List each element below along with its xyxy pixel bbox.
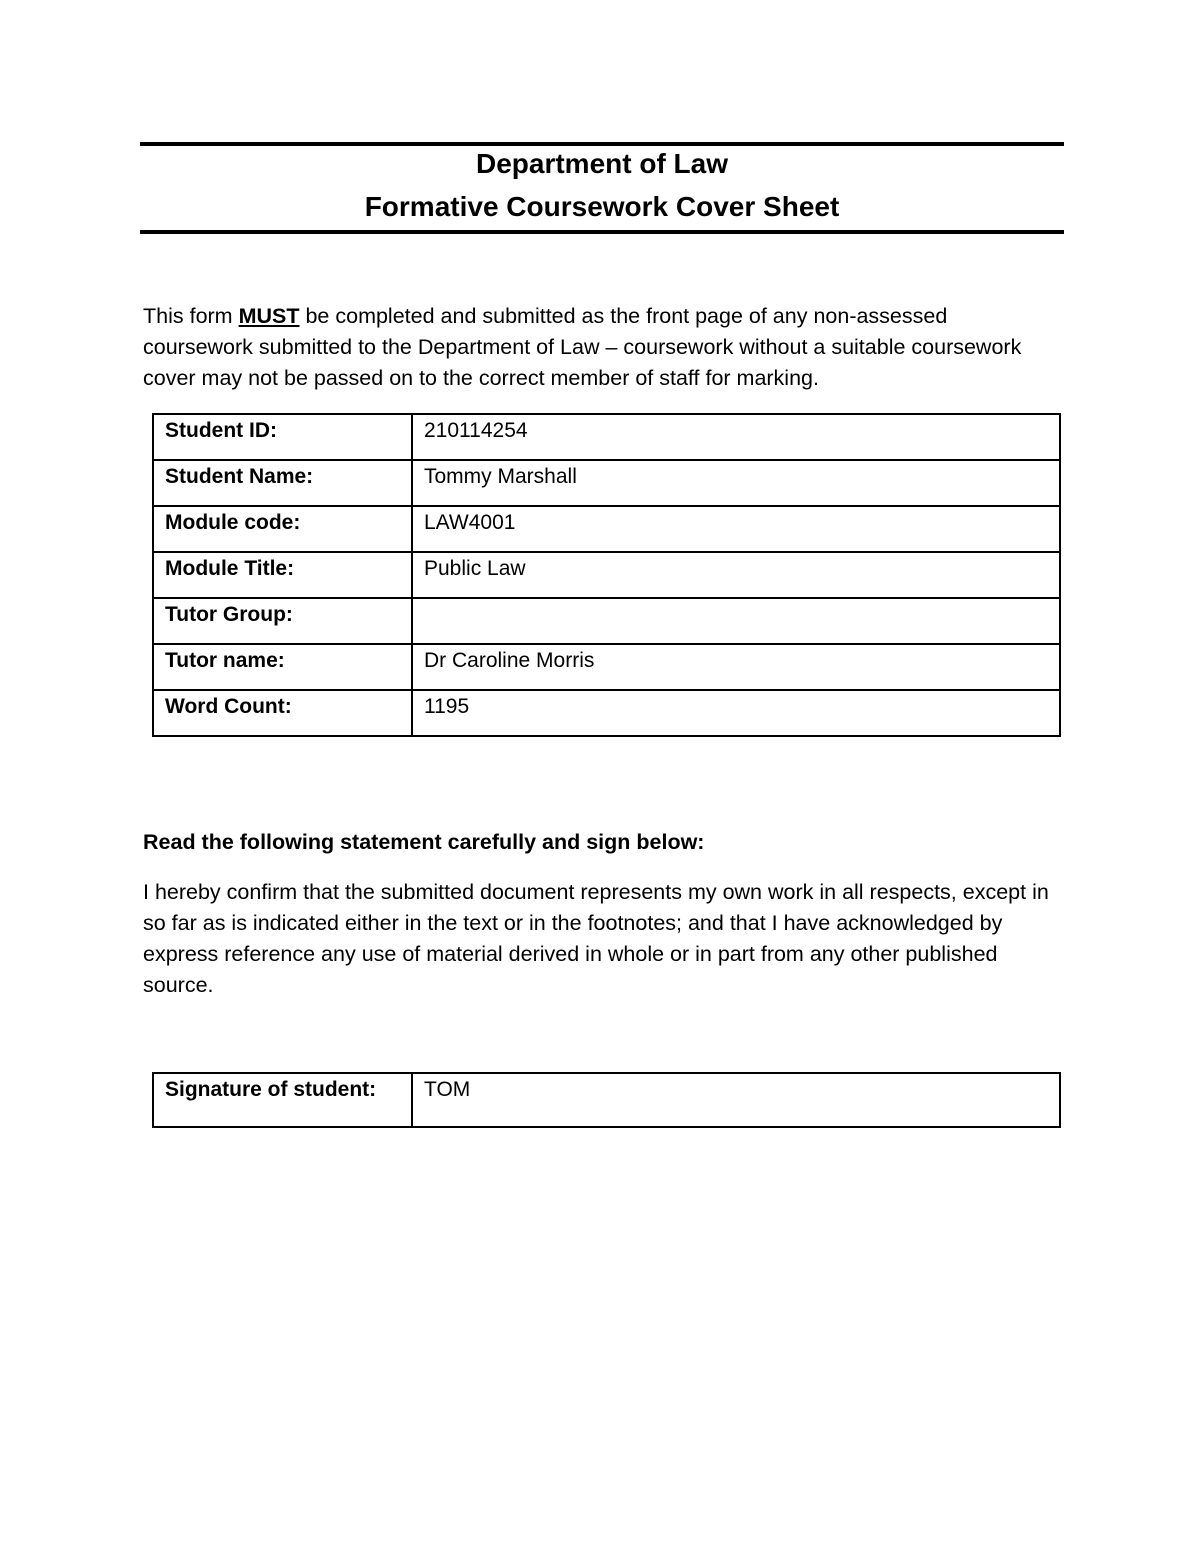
signature-value[interactable]: TOM [412, 1073, 1060, 1127]
signature-table [152, 1072, 1061, 1128]
table-row-student-name [153, 460, 1060, 506]
student-id-label: Student ID: [153, 414, 412, 460]
module-title-label: Module Title: [153, 552, 412, 598]
tutor-group-label: Tutor Group: [153, 598, 412, 644]
tutor-name-label: Tutor name: [153, 644, 412, 690]
intro-text-start: This form [143, 304, 239, 328]
department-title: Department of Law [475, 148, 729, 179]
student-name-value[interactable]: Tommy Marshall [412, 460, 1060, 506]
table-row-module-code [153, 506, 1060, 552]
header-bottom-rule [140, 230, 1064, 234]
intro-must-emphasis: MUST [238, 304, 300, 328]
table-row-tutor-group [153, 598, 1060, 644]
table-row-signature [153, 1073, 1060, 1127]
table-row-module-title [153, 552, 1060, 598]
table-row-word-count [153, 690, 1060, 736]
module-code-label: Module code: [153, 506, 412, 552]
statement-heading: Read the following statement carefully and sign below: [143, 830, 705, 854]
word-count-value[interactable]: 1195 [412, 690, 1060, 736]
intro-paragraph [143, 301, 1043, 394]
tutor-group-value[interactable] [412, 598, 1060, 644]
cover-sheet-title: Formative Coursework Cover Sheet [364, 191, 840, 222]
tutor-name-value[interactable]: Dr Caroline Morris [412, 644, 1060, 690]
word-count-label: Word Count: [153, 690, 412, 736]
signature-label: Signature of student: [153, 1073, 412, 1127]
table-row-tutor-name [153, 644, 1060, 690]
module-code-value[interactable]: LAW4001 [412, 506, 1060, 552]
statement-body: I hereby confirm that the submitted document represents my own work in all respects, except in so far as is indicated either in the text or in the footnotes; and that I have acknowledged by express reference any use of material derived in whole or in part from any other published source. [143, 880, 1049, 997]
table-row-student-id [153, 414, 1060, 460]
student-details-table [152, 413, 1061, 737]
student-name-label: Student Name: [153, 460, 412, 506]
module-title-value[interactable]: Public Law [412, 552, 1060, 598]
student-id-value[interactable]: 210114254 [412, 414, 1060, 460]
intro-text-end: be completed and submitted as the front page of any non-assessed coursework submitted to the Department of Law – coursework without a suitable coursework cover may not be passed on to the correct member of staff for marking. [143, 304, 1022, 390]
